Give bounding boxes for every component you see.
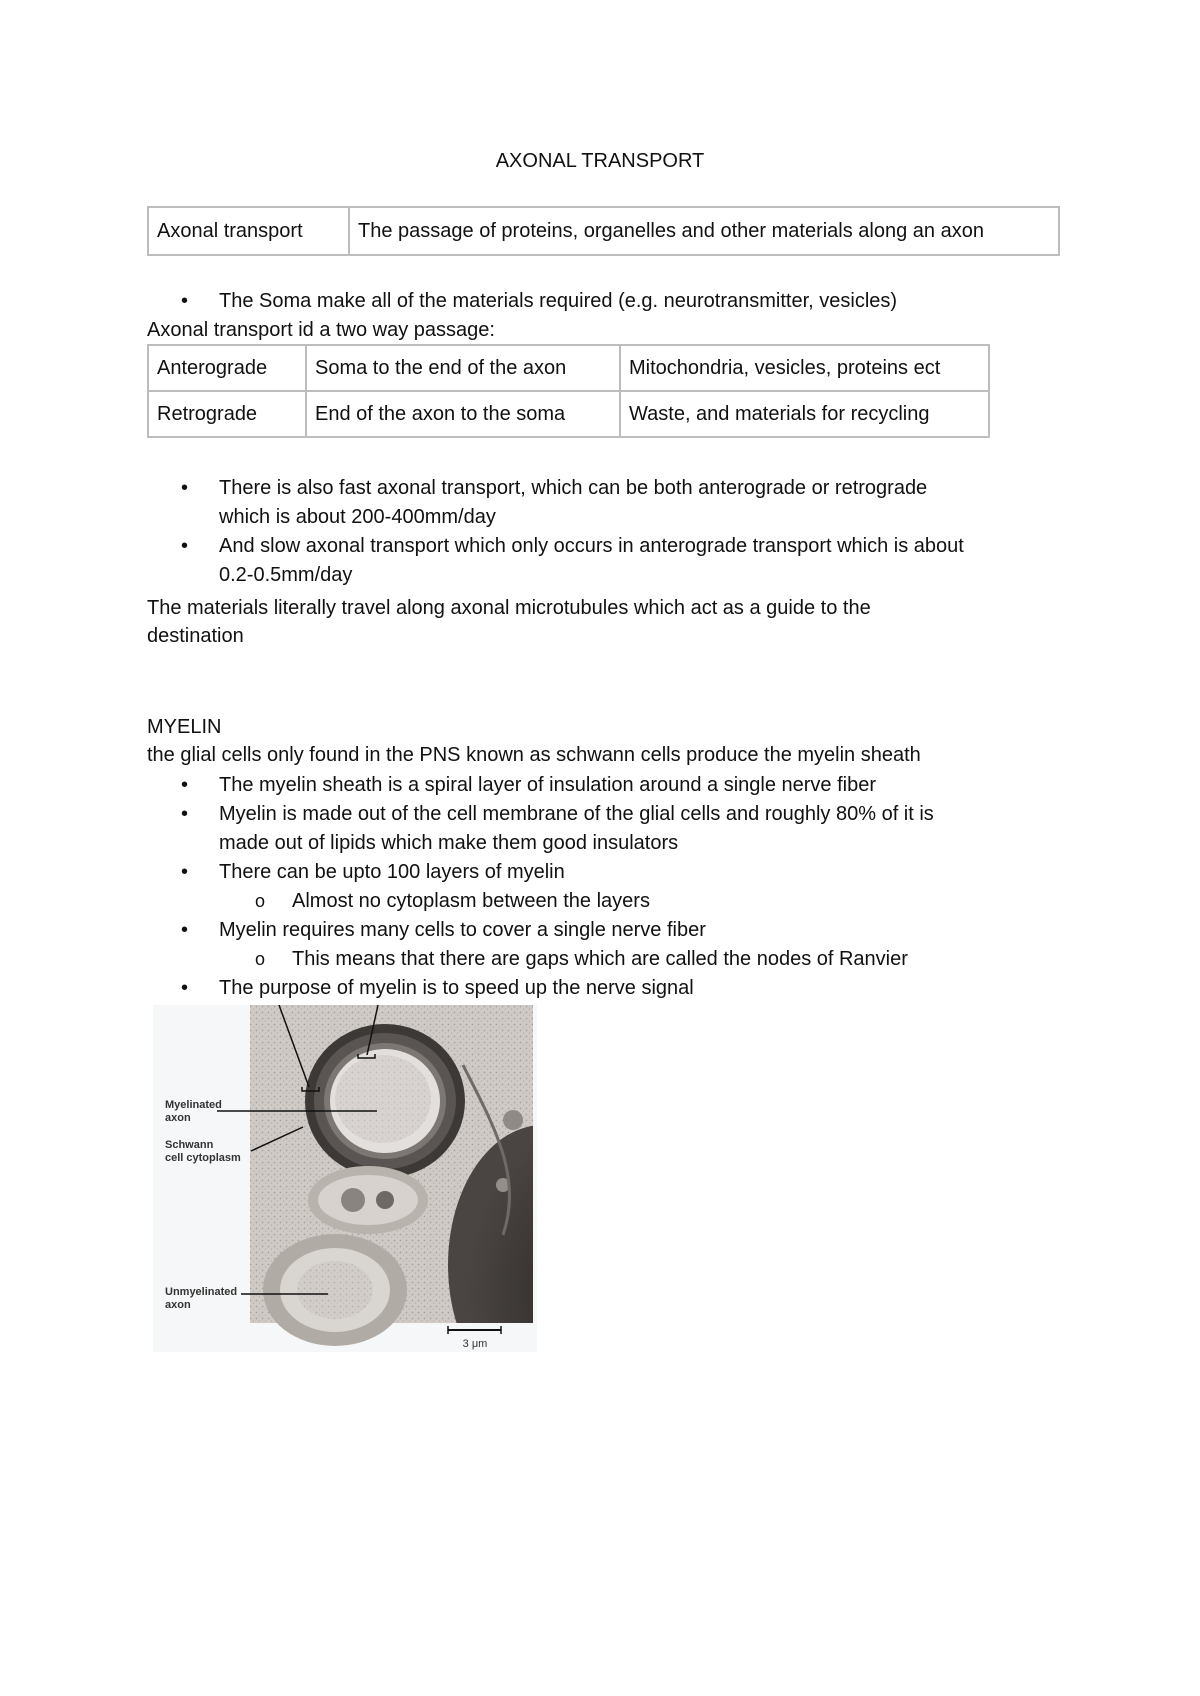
bullet-line: And slow axonal transport which only occurs in anterograde transport which is about	[219, 535, 964, 557]
page-title: AXONAL TRANSPORT	[495, 150, 705, 172]
list-item: • Myelin requires many cells to cover a single nerve fiber	[147, 916, 934, 945]
list-item	[147, 474, 964, 532]
myelin-intro: the glial cells only found in the PNS known as schwann cells produce the myelin sheath	[147, 744, 921, 766]
label-myelinated: Myelinated	[165, 1099, 222, 1111]
sub-list-item: o Almost no cytoplasm between the layers	[147, 887, 934, 916]
type-cell: Anterograde	[148, 345, 306, 391]
materials-cell: Waste, and materials for recycling	[620, 391, 989, 437]
label-cell-cytoplasm: cell cytoplasm	[165, 1152, 241, 1164]
label-unmyelinated-axon: axon	[165, 1299, 191, 1311]
bullet-line: Myelin is made out of the cell membrane of the glial cells and roughly 80% of it is	[219, 803, 934, 825]
list-item: • The purpose of myelin is to speed up the nerve signal	[147, 974, 934, 1003]
direction-cell: End of the axon to the soma	[306, 391, 620, 437]
myelinated-axon-micrograph	[153, 1005, 537, 1352]
sub-list-item: o This means that there are gaps which are called the nodes of Ranvier	[147, 945, 934, 974]
myelin-heading: MYELIN	[147, 716, 222, 738]
list-item	[147, 800, 934, 858]
type-cell: Retrograde	[148, 391, 306, 437]
microtubule-line-2: destination	[147, 625, 244, 647]
two-way-intro: Axonal transport id a two way passage:	[147, 319, 495, 341]
microtubule-line-1: The materials literally travel along axonal microtubules which act as a guide to the	[147, 597, 871, 619]
definition-cell: The passage of proteins, organelles and other materials along an axon	[349, 207, 1059, 255]
table-row	[148, 391, 989, 437]
list-item: • The Soma make all of the materials required (e.g. neurotransmitter, vesicles)	[147, 287, 897, 316]
scale-label: 3 μm	[462, 1338, 488, 1350]
list-item	[147, 532, 964, 590]
bullet-line: 0.2-0.5mm/day	[219, 564, 353, 586]
label-unmyelinated: Unmyelinated	[165, 1286, 238, 1298]
speed-bullet-list	[147, 474, 964, 590]
list-item: • There can be upto 100 layers of myelin	[147, 858, 934, 887]
table-row	[148, 345, 989, 391]
direction-cell: Soma to the end of the axon	[306, 345, 620, 391]
myelin-bullet-list	[147, 771, 934, 1003]
label-myelinated-axon: axon	[165, 1112, 191, 1124]
soma-bullet-list	[147, 287, 897, 316]
passage-table	[147, 344, 990, 438]
bullet-line: made out of lipids which make them good insulators	[219, 832, 679, 854]
table-row	[148, 207, 1059, 255]
definition-table	[147, 206, 1060, 256]
label-schwann: Schwann	[165, 1139, 214, 1151]
bullet-line: which is about 200-400mm/day	[219, 506, 496, 528]
bullet-line: There is also fast axonal transport, which can be both anterograde or retrograde	[219, 477, 928, 499]
term-cell: Axonal transport	[148, 207, 349, 255]
list-item: • The myelin sheath is a spiral layer of insulation around a single nerve fiber	[147, 771, 934, 800]
materials-cell: Mitochondria, vesicles, proteins ect	[620, 345, 989, 391]
